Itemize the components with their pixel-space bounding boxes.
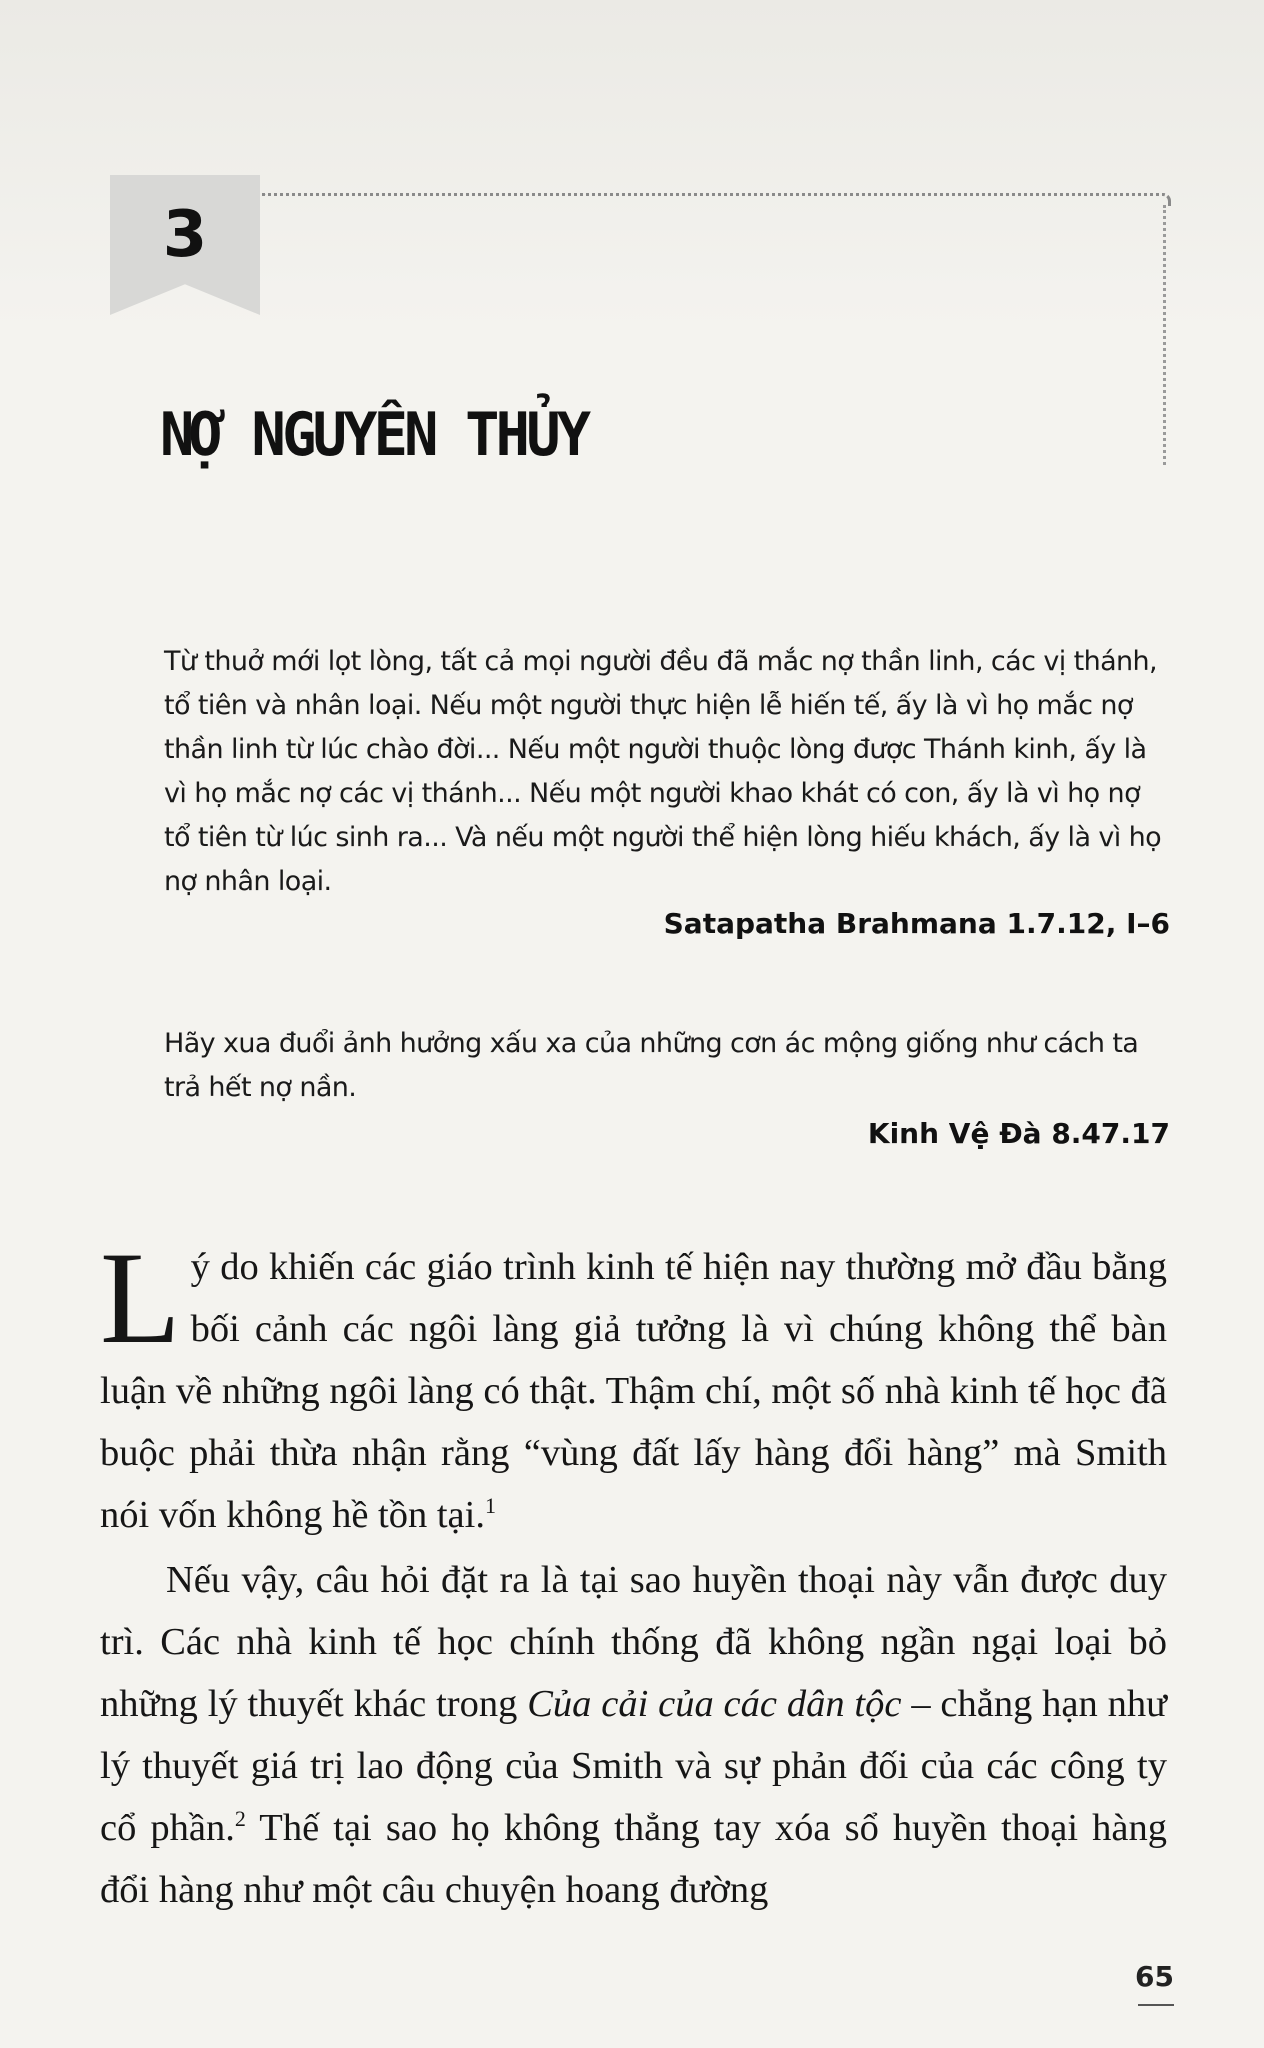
chapter-number: 3 xyxy=(162,198,208,272)
drop-cap: L xyxy=(100,1224,181,1371)
chapter-frame-top xyxy=(262,193,1171,206)
chapter-title: NỢ NGUYÊN THỦY xyxy=(160,400,588,470)
epigraph-1-text: Từ thuở mới lọt lòng, tất cả mọi người đều đã mắc nợ thần linh, các vị thánh, tổ tiên và nhân loại. Nếu một người thực hiện lễ hiến tế, ấy là vì họ mắc nợ thần linh từ lúc chào đời... Nếu một người thuộc lòng được Thánh kinh, ấy là vì họ mắc nợ các vị thánh... Nếu một người khao khát có con, ấy là vì họ nợ tổ tiên từ lúc sinh ra... Và nếu một người thể hiện lòng hiếu khách, ấy là vì họ nợ nhân loại. xyxy=(164,646,1162,897)
footnote-ref-2: 2 xyxy=(234,1806,246,1832)
paragraph-2-text-b: – chẳng hạn như lý thuyết giá trị lao động của Smith và sự phản đối của các công ty cổ phần. xyxy=(100,1683,1167,1849)
epigraph-1-source: Satapatha Brahmana 1.7.12, I–6 xyxy=(663,907,1170,940)
body-paragraph-1 xyxy=(100,1224,1167,1546)
book-title-italic: Của cải của các dân tộc xyxy=(527,1683,902,1725)
footnote-ref-1: 1 xyxy=(484,1493,496,1519)
paragraph-2-text-a: Nếu vậy, câu hỏi đặt ra là tại sao huyền thoại này vẫn được duy trì. Các nhà kinh tế học chính thống đã không ngần ngại loại bỏ những lý thuyết khác trong xyxy=(100,1559,1167,1725)
paragraph-1-text: ý do khiến các giáo trình kinh tế hiện nay thường mở đầu bằng bối cảnh các ngôi làng giả tưởng là vì chúng không thể bàn luận về những ngôi làng có thật. Thậm chí, một số nhà kinh tế học đã buộc phải thừa nhận rằng “vùng đất lấy hàng đổi hàng” mà Smith nói vốn không hề tồn tại. xyxy=(100,1246,1167,1536)
epigraph-2-source: Kinh Vệ Đà 8.47.17 xyxy=(867,1117,1170,1150)
chapter-frame-right xyxy=(1163,205,1166,465)
body-paragraph-2 xyxy=(100,1549,1167,1921)
epigraph-2-text: Hãy xua đuổi ảnh hưởng xấu xa của những cơn ác mộng giống như cách ta trả hết nợ nần. xyxy=(164,1028,1139,1103)
page-number-rule xyxy=(1138,2004,1174,2006)
paragraph-2-text-c: Thế tại sao họ không thẳng tay xóa sổ huyền thoại hàng đổi hàng như một câu chuyện hoang đường xyxy=(100,1807,1167,1911)
page-number: 65 xyxy=(1135,1960,1174,1993)
